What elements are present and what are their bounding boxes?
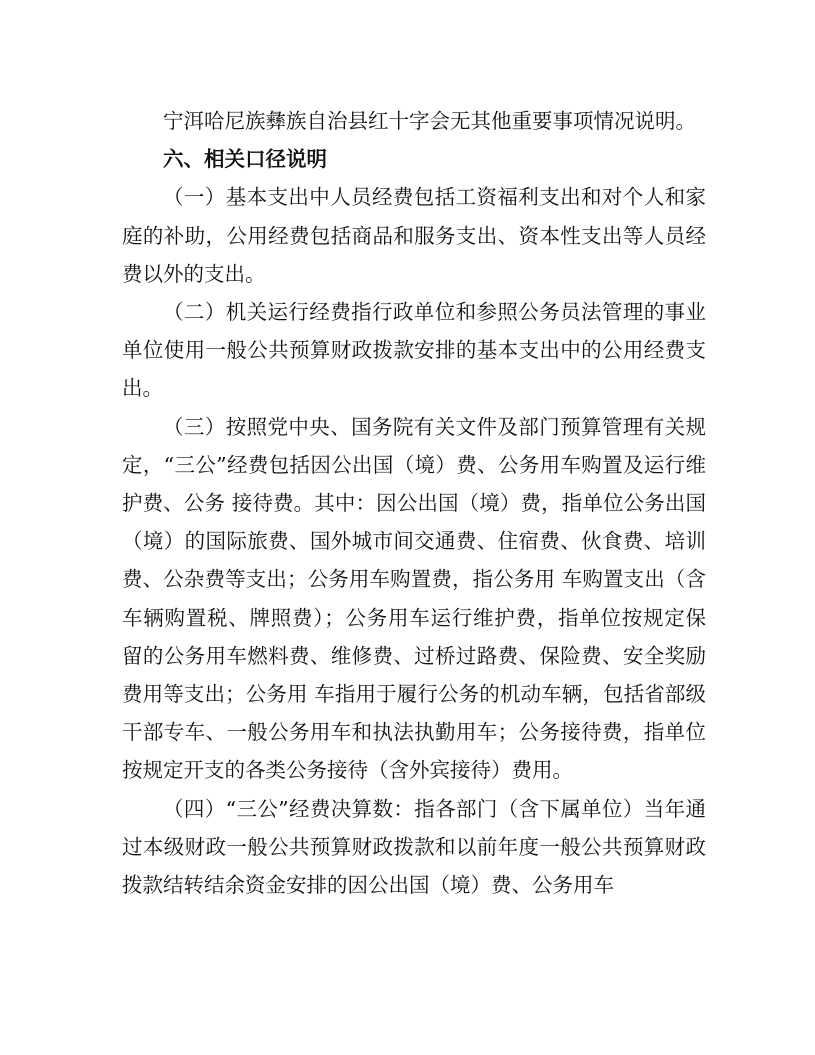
paragraph-item-2: （二）机关运行经费指行政单位和参照公务员法管理的事业单位使用一般公共预算财政拨款安排的基本支出中的公用经费支出。	[122, 300, 706, 401]
paragraph-item-3: （三）按照党中央、国务院有关文件及部门预算管理有关规定，“三公”经费包括因公出国（境）费、公务用车购置及运行维护费、公务 接待费。其中：因公出国（境）费，指单位公务出国（境）的国际旅费、国外城市间交通费、住宿费、伙食费、培训费、公杂费等支出；公务用车购置费，指公务用 车购置支出（含车辆购置税、牌照费）；公务用车运行维护费，指单位按规定保留的公务用车燃料费、维修费、过桥过路费、保险费、安全奖励费用等支出；公务用 车指用于履行公务的机动车辆，包括省部级干部专车、一般公务用车和执法执勤用车；公务接待费，指单位按规定开支的各类公务接待（含外宾接待）费用。	[122, 414, 706, 783]
paragraph-no-other-matters: 宁洱哈尼族彝族自治县红十字会无其他重要事项情况说明。	[163, 109, 696, 133]
document-body	[122, 102, 706, 904]
paragraph-item-1: （一）基本支出中人员经费包括工资福利支出和对个人和家庭的补助，公用经费包括商品和服务支出、资本性支出等人员经费以外的支出。	[122, 185, 706, 286]
paragraph-item-4: （四）“三公”经费决算数：指各部门（含下属单位）当年通过本级财政一般公共预算财政拨款和以前年度一般公共预算财政拨款结转结余资金安排的因公出国（境）费、公务用车	[122, 796, 706, 898]
section-heading-six: 六、相关口径说明	[163, 147, 327, 172]
